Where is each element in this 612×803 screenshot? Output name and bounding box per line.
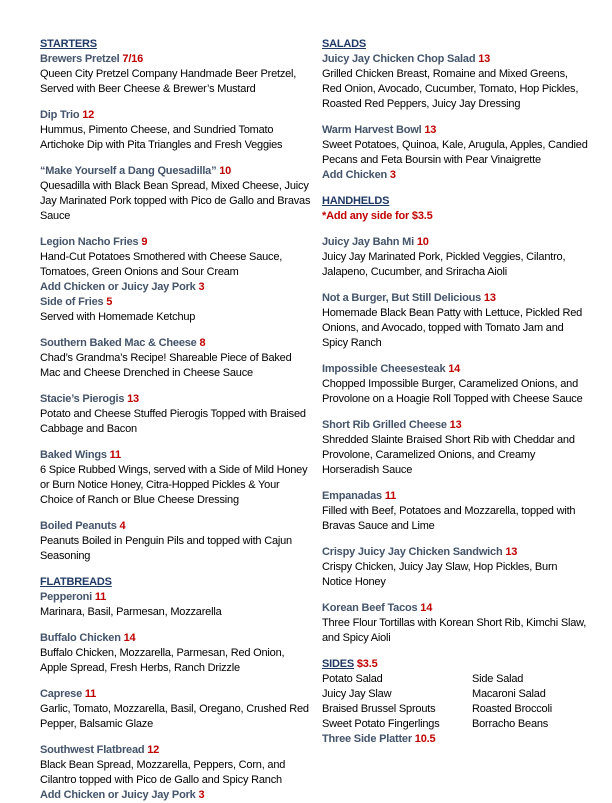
menu-item-header bbox=[40, 336, 312, 351]
side-item: Potato Salad bbox=[322, 673, 383, 685]
item-price: 11 bbox=[94, 591, 107, 603]
item-name: Not a Burger, But Still Delicious bbox=[322, 292, 482, 304]
side-item: Roasted Broccoli bbox=[472, 703, 552, 715]
section-title-text: HANDHELDS bbox=[322, 195, 390, 207]
item-name: Short Rib Grilled Cheese bbox=[322, 419, 447, 431]
item-name: Warm Harvest Bowl bbox=[322, 124, 422, 136]
menu-item bbox=[40, 519, 312, 564]
item-name: Caprese bbox=[40, 688, 83, 700]
menu-item-header bbox=[40, 590, 312, 605]
menu-item-header bbox=[40, 235, 312, 250]
menu-column-left bbox=[40, 37, 312, 803]
side-item: Macaroni Salad bbox=[472, 688, 546, 700]
item-description: Shredded Slainte Braised Short Rib with Cheddar and Provolone, Caramelized Onions, and Creamy Horseradish Sauce bbox=[322, 434, 575, 476]
menu-item bbox=[322, 418, 588, 478]
section-title-text: FLATBREADS bbox=[40, 576, 112, 588]
section-title-text: SIDES bbox=[322, 658, 355, 670]
section-note: *Add any side for $3.5 bbox=[322, 210, 433, 222]
menu-section-handhelds bbox=[322, 194, 588, 646]
section-price: $3.5 bbox=[356, 658, 378, 670]
menu-item bbox=[40, 448, 312, 508]
addon-label: Add Chicken or Juicy Jay Pork bbox=[40, 281, 196, 293]
menu-section-sides bbox=[322, 657, 588, 747]
item-description: Juicy Jay Marinated Pork, Pickled Veggies, Cilantro, Jalapeno, Cucumber, and Sriracha Aioli bbox=[322, 251, 566, 278]
item-description: Garlic, Tomato, Mozzarella, Basil, Oregano, Crushed Red Pepper, Balsamic Glaze bbox=[40, 703, 309, 730]
addon-label: Add Chicken bbox=[322, 169, 388, 181]
item-description: Potato and Cheese Stuffed Pierogis Topped with Braised Cabbage and Bacon bbox=[40, 408, 306, 435]
menu-item bbox=[322, 291, 588, 351]
item-price: 10.5 bbox=[414, 733, 436, 745]
menu-item bbox=[40, 235, 312, 295]
item-description: Served with Homemade Ketchup bbox=[40, 311, 196, 323]
side-item: Borracho Beans bbox=[472, 718, 549, 730]
menu-item-header bbox=[40, 392, 312, 407]
item-price: 11 bbox=[109, 449, 121, 461]
section-header bbox=[322, 37, 588, 52]
item-price: 11 bbox=[84, 688, 97, 700]
item-name: Juicy Jay Bahn Mi bbox=[322, 236, 414, 248]
section-header bbox=[40, 37, 312, 52]
menu-item bbox=[322, 52, 588, 112]
menu-item-header bbox=[322, 418, 588, 433]
addon-label: Add Chicken or Juicy Jay Pork bbox=[40, 789, 196, 801]
side-item: Sweet Potato Fingerlings bbox=[322, 718, 440, 730]
item-description: Hand-Cut Potatoes Smothered with Cheese Sauce, Tomatoes, Green Onions and Sour Cream bbox=[40, 251, 283, 278]
menu-item-header bbox=[40, 164, 312, 179]
item-name: Boiled Peanuts bbox=[40, 520, 117, 532]
menu-item-header bbox=[40, 448, 312, 463]
item-price: 10 bbox=[416, 236, 429, 248]
item-name: Korean Beef Tacos bbox=[322, 602, 418, 614]
item-description: Marinara, Basil, Parmesan, Mozzarella bbox=[40, 606, 222, 618]
menu-item-header bbox=[40, 743, 312, 758]
item-name: Legion Nacho Fries bbox=[40, 236, 139, 248]
side-item: Side Salad bbox=[472, 673, 524, 685]
item-price: 7/16 bbox=[122, 53, 144, 65]
item-price: 5 bbox=[106, 296, 113, 308]
menu-item bbox=[40, 108, 312, 153]
item-name: Brewers Pretzel bbox=[40, 53, 120, 65]
menu-item bbox=[40, 631, 312, 676]
menu-item-addon bbox=[40, 788, 312, 803]
menu-item-header bbox=[322, 52, 588, 67]
sides-column bbox=[322, 672, 472, 732]
menu-section-flatbreads bbox=[40, 575, 312, 803]
menu-item-header bbox=[322, 235, 588, 250]
item-description: Three Flour Tortillas with Korean Short Rib, Kimchi Slaw, and Spicy Aioli bbox=[322, 617, 587, 644]
section-header bbox=[40, 575, 312, 590]
section-title-text: SALADS bbox=[322, 38, 367, 50]
menu-item bbox=[40, 590, 312, 620]
addon-price: 3 bbox=[198, 789, 205, 801]
item-price: 14 bbox=[420, 602, 433, 614]
menu-section-starters bbox=[40, 37, 312, 564]
menu-item-header bbox=[322, 545, 588, 560]
item-name: Juicy Jay Chicken Chop Salad bbox=[322, 53, 476, 65]
menu-item-header bbox=[40, 631, 312, 646]
menu-item bbox=[40, 336, 312, 381]
item-price: 13 bbox=[505, 546, 518, 558]
menu-item bbox=[322, 123, 588, 183]
item-price: 10 bbox=[219, 165, 232, 177]
item-name: Dip Trio bbox=[40, 109, 80, 121]
menu-item bbox=[40, 743, 312, 803]
item-description: 6 Spice Rubbed Wings, served with a Side of Mild Honey or Burn Notice Honey, Citra-Hopped Pickles & Your Choice of Ranch or Blue Cheese Dressing bbox=[40, 464, 308, 506]
item-name: Impossible Cheesesteak bbox=[322, 363, 446, 375]
section-title-text: STARTERS bbox=[40, 38, 97, 50]
item-description: Quesadilla with Black Bean Spread, Mixed Cheese, Juicy Jay Marinated Pork topped with Pico de Gallo and Bravas Sauce bbox=[40, 180, 311, 222]
menu-item bbox=[40, 687, 312, 732]
item-description: Black Bean Spread, Mozzarella, Peppers, Corn, and Cilantro topped with Pico de Gallo and Spicy Ranch bbox=[40, 759, 286, 786]
item-description: Homemade Black Bean Patty with Lettuce, Pickled Red Onions, and Avocado, topped with Tomato Jam and Spicy Ranch bbox=[322, 307, 583, 349]
item-description: Chopped Impossible Burger, Caramelized Onions, and Provolone on a Hoagie Roll Topped with Cheese Sauce bbox=[322, 378, 583, 405]
item-description: Hummus, Pimento Cheese, and Sundried Tomato Artichoke Dip with Pita Triangles and Fresh Veggies bbox=[40, 124, 283, 151]
side-item: Braised Brussel Sprouts bbox=[322, 703, 436, 715]
item-price: 13 bbox=[127, 393, 139, 405]
menu-item-header bbox=[322, 123, 588, 138]
menu-item-header bbox=[40, 295, 312, 310]
side-item: Juicy Jay Slaw bbox=[322, 688, 392, 700]
item-name: Three Side Platter bbox=[322, 733, 412, 745]
item-price: 13 bbox=[478, 53, 491, 65]
menu-item bbox=[40, 164, 312, 224]
menu-item-header bbox=[40, 108, 312, 123]
menu-item bbox=[40, 52, 312, 97]
menu-item-header bbox=[40, 519, 312, 534]
item-name: Southwest Flatbread bbox=[40, 744, 145, 756]
item-name: Baked Wings bbox=[40, 449, 107, 461]
item-name: Crispy Juicy Jay Chicken Sandwich bbox=[322, 546, 503, 558]
item-description: Filled with Beef, Potatoes and Mozzarella, topped with Bravas Sauce and Lime bbox=[322, 505, 576, 532]
section-header bbox=[322, 657, 588, 672]
menu-item bbox=[40, 295, 312, 325]
item-description: Sweet Potatoes, Quinoa, Kale, Arugula, Apples, Candied Pecans and Feta Boursin with Pear Vinaigrette bbox=[322, 139, 588, 166]
item-price: 9 bbox=[141, 236, 148, 248]
item-name: Side of Fries bbox=[40, 296, 104, 308]
menu-item bbox=[322, 545, 588, 590]
menu-section-salads bbox=[322, 37, 588, 183]
item-name: Stacie’s Pierogis bbox=[40, 393, 125, 405]
menu-item bbox=[40, 392, 312, 437]
sides-list bbox=[322, 672, 588, 732]
item-name: Pepperoni bbox=[40, 591, 92, 603]
item-price: 13 bbox=[449, 419, 462, 431]
menu-item-addon bbox=[40, 280, 312, 295]
section-header bbox=[322, 194, 588, 209]
item-description: Buffalo Chicken, Mozzarella, Parmesan, Red Onion, Apple Spread, Fresh Herbs, Ranch Drizzle bbox=[40, 647, 285, 674]
item-name: Buffalo Chicken bbox=[40, 632, 121, 644]
item-name: “Make Yourself a Dang Quesadilla” bbox=[40, 165, 217, 177]
item-price: 14 bbox=[448, 363, 461, 375]
item-price: 12 bbox=[82, 109, 95, 121]
addon-price: 3 bbox=[198, 281, 205, 293]
menu-item bbox=[322, 362, 588, 407]
addon-price: 3 bbox=[389, 169, 396, 181]
menu-item bbox=[322, 235, 588, 280]
menu-item-header bbox=[322, 489, 588, 504]
item-description: Queen City Pretzel Company Handmade Beer Pretzel, Served with Beer Cheese & Brewer’s Mustard bbox=[40, 68, 297, 95]
item-price: 11 bbox=[384, 490, 397, 502]
item-price: 8 bbox=[199, 337, 206, 349]
menu-item-header bbox=[322, 291, 588, 306]
menu-item-header bbox=[322, 601, 588, 616]
menu-item-header bbox=[40, 52, 312, 67]
menu-item bbox=[322, 601, 588, 646]
sides-column bbox=[472, 672, 588, 732]
item-description: Crispy Chicken, Juicy Jay Slaw, Hop Pickles, Burn Notice Honey bbox=[322, 561, 558, 588]
item-price: 4 bbox=[119, 520, 126, 532]
item-price: 14 bbox=[123, 632, 136, 644]
item-name: Southern Baked Mac & Cheese bbox=[40, 337, 197, 349]
menu-item-addon bbox=[322, 168, 588, 183]
item-description: Chad’s Grandma’s Recipe! Shareable Piece of Baked Mac and Cheese Drenched in Cheese Sauce bbox=[40, 352, 292, 379]
menu-item-header bbox=[322, 362, 588, 377]
item-price: 13 bbox=[483, 292, 496, 304]
menu-item-header bbox=[40, 687, 312, 702]
menu-column-right bbox=[322, 37, 588, 803]
item-price: 13 bbox=[424, 124, 437, 136]
menu-item bbox=[322, 489, 588, 534]
menu-item bbox=[322, 732, 588, 747]
item-price: 12 bbox=[147, 744, 160, 756]
item-description: Grilled Chicken Breast, Romaine and Mixed Greens, Red Onion, Avocado, Cucumber, Tomato, Hop Pickles, Roasted Red Peppers, Juicy Jay Dressing bbox=[322, 68, 579, 110]
item-description: Peanuts Boiled in Penguin Pils and topped with Cajun Seasoning bbox=[40, 535, 292, 562]
item-name: Empanadas bbox=[322, 490, 382, 502]
